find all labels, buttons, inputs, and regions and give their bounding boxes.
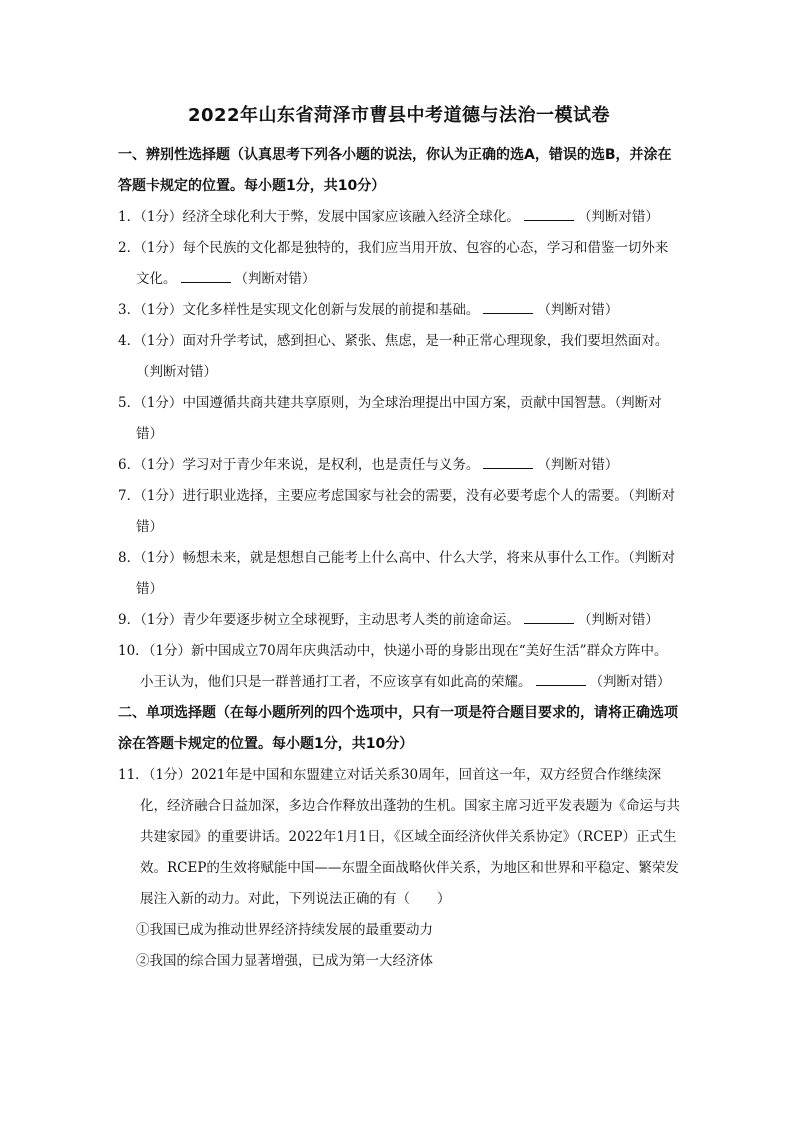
- exam-page: [118, 102, 694, 977]
- question-11: 11．（1分）2021年是中国和东盟建立对话关系30周年，回首这一年，双方经贸合作继续深化，经济融合日益加深，多边合作释放出蓬勃的生机。国家主席习近平发表题为《命运与共 共建家园》的重要讲话。2022年1月1日，《区域全面经济伙伴关系协定》（RCEP）正式生效。RCEP的生效将赋能中国——东盟全面战略伙伴关系，为地区和世界和平稳定、繁荣发展注入新的动力。对此，下列说法正确的有（ ）: [118, 767, 694, 907]
- answer-blank[interactable]: [181, 268, 231, 283]
- section-one-heading: 一、辨别性选择题（认真思考下列各小题的说法，你认为正确的选A，错误的选B，并涂在答题卡规定的位置。每小题1分，共10分）: [118, 147, 672, 194]
- section-two-heading: 二、单项选择题（在每小题所列的四个选项中，只有一项是符合题目要求的，请将正确选项涂在答题卡规定的位置。每小题1分，共10分）: [118, 705, 678, 752]
- question-3: 3．（1分）文化多样性是实现文化创新与发展的前提和基础。 （判断对错）: [118, 295, 680, 326]
- question-11-option-2: ②我国的综合国力显著增强，已成为第一大经济体: [136, 953, 433, 969]
- question-5: 5．（1分）中国遵循共商共建共享原则，为全球治理提出中国方案，贡献中国智慧。（判断对错）: [118, 395, 662, 442]
- answer-blank[interactable]: [483, 454, 533, 469]
- answer-blank[interactable]: [483, 299, 533, 314]
- question-7: 7．（1分）进行职业选择，主要应考虑国家与社会的需要，没有必要考虑个人的需要。（判断对错）: [118, 488, 676, 535]
- question-10: 10．（1分）新中国成立70周年庆典活动中，快递小哥的身影出现在“美好生活”群众方阵中。小王认为，他们只是一群普通打工者，不应该享有如此高的荣耀。 （判断对错）: [118, 643, 671, 690]
- answer-blank[interactable]: [524, 206, 574, 221]
- question-9: 9．（1分）青少年要逐步树立全球视野，主动思考人类的前途命运。 （判断对错）: [118, 605, 680, 636]
- question-1: 1．（1分）经济全球化利大于弊，发展中国家应该融入经济全球化。 （判断对错）: [118, 202, 680, 233]
- page-title: 2022年山东省菏泽市曹县中考道德与法治一模试卷: [187, 105, 611, 126]
- question-11-option-1: ①我国已成为推动世界经济持续发展的最重要动力: [136, 922, 433, 938]
- question-2: 2．（1分）每个民族的文化都是独特的，我们应当用开放、包容的心态，学习和借鉴一切外来文化。 （判断对错）: [118, 240, 669, 287]
- answer-blank[interactable]: [536, 671, 586, 686]
- question-6: 6．（1分）学习对于青少年来说，是权利，也是责任与义务。 （判断对错）: [118, 450, 680, 481]
- question-4: 4．（1分）面对升学考试，感到担心、紧张、焦虑，是一种正常心理现象，我们要坦然面对。（判断对错）: [118, 333, 669, 380]
- answer-blank[interactable]: [524, 609, 574, 624]
- question-8: 8．（1分）畅想未来，就是想想自己能考上什么高中、什么大学，将来从事什么工作。（判断对错）: [118, 550, 676, 597]
